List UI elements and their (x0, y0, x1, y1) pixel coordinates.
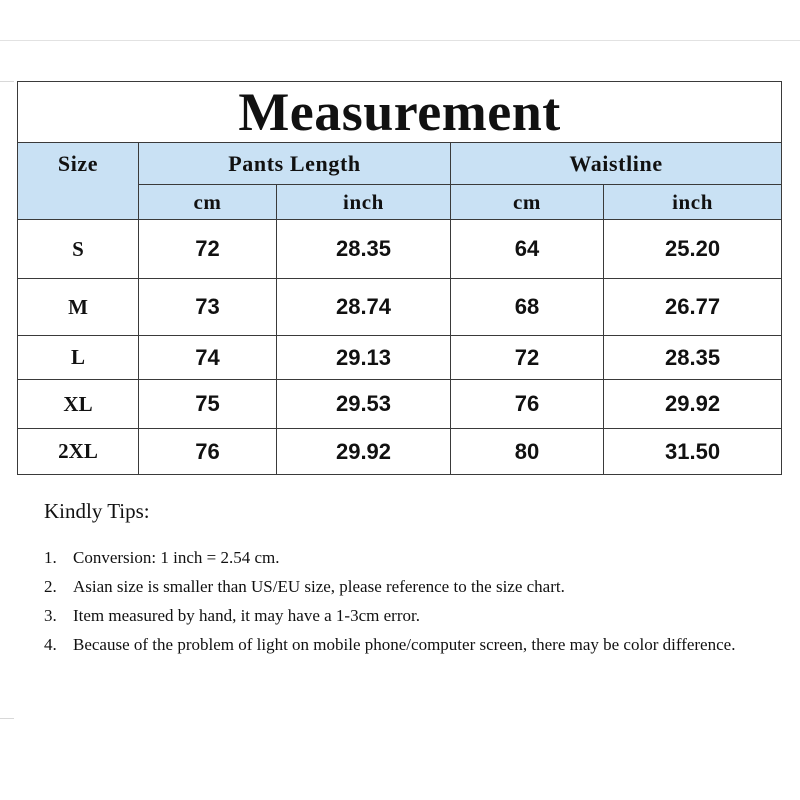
list-item (44, 601, 764, 630)
tip-number: 2. (44, 577, 57, 596)
table-row (18, 429, 782, 475)
waist-cm-cell: 76 (451, 380, 604, 429)
tip-number: 3. (44, 606, 57, 625)
edge-tick (0, 718, 14, 719)
size-cell: M (18, 279, 139, 336)
table-title: Measurement (18, 82, 782, 143)
waist-inch-cell: 28.35 (604, 336, 782, 380)
waist-inch-cell: 29.92 (604, 380, 782, 429)
list-item (44, 630, 764, 659)
waist-inch-cell: 31.50 (604, 429, 782, 475)
table-row (18, 380, 782, 429)
tip-text: Conversion: 1 inch = 2.54 cm. (73, 548, 280, 567)
list-item (44, 543, 764, 572)
tip-text: Because of the problem of light on mobile phone/computer screen, there may be color difference. (73, 635, 736, 654)
waist-inch-cell: 26.77 (604, 279, 782, 336)
top-divider (0, 40, 800, 41)
waist-cm-cell: 72 (451, 336, 604, 380)
tip-text: Asian size is smaller than US/EU size, please reference to the size chart. (73, 577, 565, 596)
tips-section (44, 497, 764, 659)
pants-inch-cell: 29.13 (277, 336, 451, 380)
pants-inch-header: inch (277, 185, 451, 220)
pants-cm-cell: 72 (139, 220, 277, 279)
list-item (44, 572, 764, 601)
tip-number: 1. (44, 548, 57, 567)
pants-inch-cell: 28.35 (277, 220, 451, 279)
size-cell: XL (18, 380, 139, 429)
size-chart-table (17, 81, 782, 475)
tip-text: Item measured by hand, it may have a 1-3cm error. (73, 606, 420, 625)
waist-cm-header: cm (451, 185, 604, 220)
tips-list (44, 543, 764, 659)
pants-inch-cell: 29.92 (277, 429, 451, 475)
size-cell: S (18, 220, 139, 279)
size-header: Size (18, 143, 139, 185)
tip-number: 4. (44, 635, 57, 654)
size-cell: 2XL (18, 429, 139, 475)
waist-cm-cell: 80 (451, 429, 604, 475)
pants-cm-cell: 76 (139, 429, 277, 475)
pants-cm-header: cm (139, 185, 277, 220)
edge-tick (0, 81, 14, 82)
table-row (18, 279, 782, 336)
size-cell: L (18, 336, 139, 380)
pants-length-header: Pants Length (139, 143, 451, 185)
pants-inch-cell: 28.74 (277, 279, 451, 336)
pants-cm-cell: 73 (139, 279, 277, 336)
pants-cm-cell: 75 (139, 380, 277, 429)
waist-cm-cell: 68 (451, 279, 604, 336)
tips-title: Kindly Tips: (44, 499, 150, 523)
size-header-spacer (18, 185, 139, 220)
waist-cm-cell: 64 (451, 220, 604, 279)
waist-inch-header: inch (604, 185, 782, 220)
waistline-header: Waistline (451, 143, 782, 185)
waist-inch-cell: 25.20 (604, 220, 782, 279)
pants-cm-cell: 74 (139, 336, 277, 380)
pants-inch-cell: 29.53 (277, 380, 451, 429)
table-row (18, 336, 782, 380)
table-row (18, 220, 782, 279)
